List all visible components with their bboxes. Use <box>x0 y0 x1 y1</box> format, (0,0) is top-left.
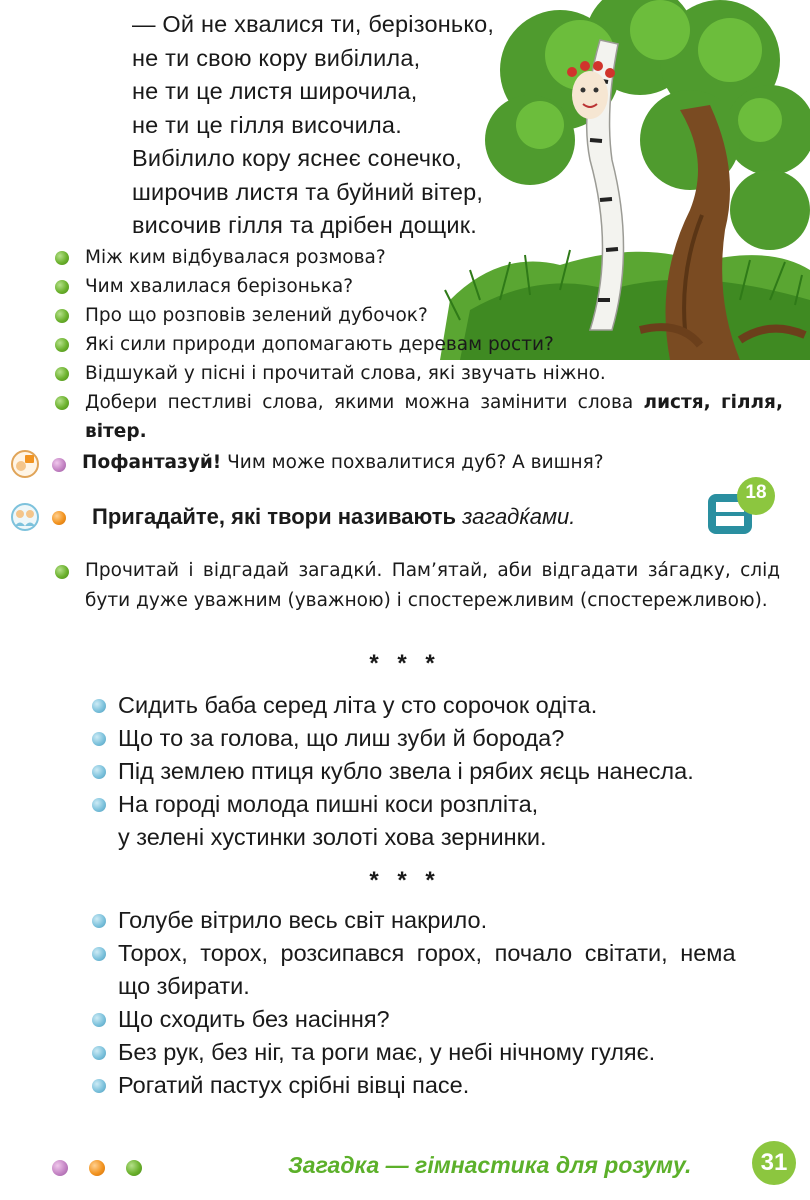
orange-bullet-icon <box>52 511 66 525</box>
bold-word: вітер <box>85 421 140 442</box>
bold-word: гілля <box>720 392 776 413</box>
page-number: 31 <box>752 1141 796 1185</box>
riddle-text: Голубе вітрило весь світ накрило. <box>118 907 488 933</box>
group-kids-icon <box>10 502 40 532</box>
green-bullet-icon <box>55 251 69 265</box>
blue-bullet-icon <box>92 732 106 746</box>
green-bullet-icon <box>55 280 69 294</box>
question-text: Добери пестливі слова, якими можна замінити слова <box>85 392 634 413</box>
badge-number: 18 <box>745 482 767 503</box>
question-text: Між ким відбувалася розмова? <box>85 247 386 268</box>
section-separator: * * * <box>369 867 441 894</box>
question-item <box>55 272 783 301</box>
question-text: Про що розповів зелений дубочок? <box>85 305 428 326</box>
riddle-continuation: у зелені хустинки золоті хова зернинки. <box>118 824 547 850</box>
poem-line: не ти це гілля височила. <box>132 111 402 138</box>
riddle-text: Під землею птиця кубло звела і рябих яєць нанесла. <box>118 758 694 784</box>
riddle-item <box>92 755 694 788</box>
bold-word: листя <box>643 392 704 413</box>
bold-end: . <box>139 421 147 442</box>
poem-line: широчив листя та буйний вітер, <box>132 178 484 205</box>
riddle-text: На городі молода пишні коси розпліта, <box>118 791 539 817</box>
blue-bullet-icon <box>92 1013 106 1027</box>
riddle-text: Що то за голова, що лиш зуби й борода? <box>118 725 565 751</box>
riddle-list <box>92 689 694 854</box>
riddle-text: Торох, торох, розсипався горох, почало світати, нема <box>118 940 736 966</box>
riddle-item <box>92 937 736 970</box>
poem-line: не ти це листя широчила, <box>132 78 418 104</box>
riddle-text: Сидить баба серед літа у сто сорочок одіта. <box>118 692 598 718</box>
green-bullet-icon <box>55 565 69 579</box>
blue-bullet-icon <box>92 1079 106 1093</box>
instruction-text: Прочитай і відгадай загадки́. Пам’ятай, аби відгадати за́гадку, слід бути дуже уважним (уважною) і спостережливим (спостережливою). <box>85 560 780 611</box>
blue-bullet-icon <box>92 914 106 928</box>
green-bullet-icon <box>55 396 69 410</box>
riddle-continuation: що збирати. <box>118 973 250 999</box>
riddle-item <box>92 722 694 755</box>
question-text: Чим хвалилася берізонька? <box>85 276 354 297</box>
green-dot-icon <box>126 1160 142 1176</box>
poem <box>132 8 494 243</box>
fantasy-label: Пофантазуй! <box>82 452 222 473</box>
poem-line: не ти свою кору вибілила, <box>132 44 421 71</box>
bold-sep: , <box>703 392 711 413</box>
question-item <box>55 330 783 359</box>
blue-bullet-icon <box>92 699 106 713</box>
blue-bullet-icon <box>92 947 106 961</box>
green-bullet-icon <box>55 309 69 323</box>
green-bullet-icon <box>55 338 69 352</box>
riddle-list <box>92 904 736 1102</box>
green-bullet-icon <box>55 367 69 381</box>
riddle-text: Рогатий пастух срібні вівці пасе. <box>118 1072 470 1098</box>
riddle-item <box>92 1069 736 1102</box>
question-item <box>55 388 783 446</box>
riddle-text: Без рук, без ніг, та роги має, у небі нічному гуляє. <box>118 1039 656 1065</box>
question-list <box>55 243 783 446</box>
riddle-item <box>92 689 694 722</box>
question-item <box>55 301 783 330</box>
poem-line: височив гілля та дрібен дощик. <box>132 212 477 238</box>
blue-bullet-icon <box>92 765 106 779</box>
thinking-kid-icon <box>10 449 40 479</box>
orange-dot-icon <box>89 1160 105 1176</box>
question-text: Відшукай у пісні і прочитай слова, які звучать ніжно. <box>85 363 606 384</box>
riddle-item <box>92 1003 736 1036</box>
question-item <box>55 243 783 272</box>
blue-bullet-icon <box>92 798 106 812</box>
section-separator: * * * <box>369 650 441 677</box>
recall-text: Пригадайте, які твори називають <box>92 504 456 529</box>
footer-motto: Загадка — гімнастика для розуму. <box>288 1152 692 1178</box>
poem-line: — Ой не хвалися ти, берізонько, <box>132 11 495 37</box>
poem-line: Вибілило кору яснеє сонечко, <box>132 145 462 171</box>
purple-bullet-icon <box>52 458 66 472</box>
printable-task-badge <box>706 474 776 544</box>
fantasy-text: Чим може похвалитися дуб? А вишня? <box>227 452 604 473</box>
question-item <box>55 359 783 388</box>
riddle-text: Що сходить без насіння? <box>118 1006 390 1032</box>
purple-dot-icon <box>52 1160 68 1176</box>
bold-sep: , <box>775 392 783 413</box>
blue-bullet-icon <box>92 1046 106 1060</box>
question-text: Які сили природи допомагають деревам рости? <box>85 334 554 355</box>
riddle-item <box>92 904 736 937</box>
read-instruction <box>55 556 780 616</box>
riddle-item <box>92 788 694 821</box>
riddle-item <box>92 1036 736 1069</box>
recall-italic: загадќами. <box>462 504 576 529</box>
